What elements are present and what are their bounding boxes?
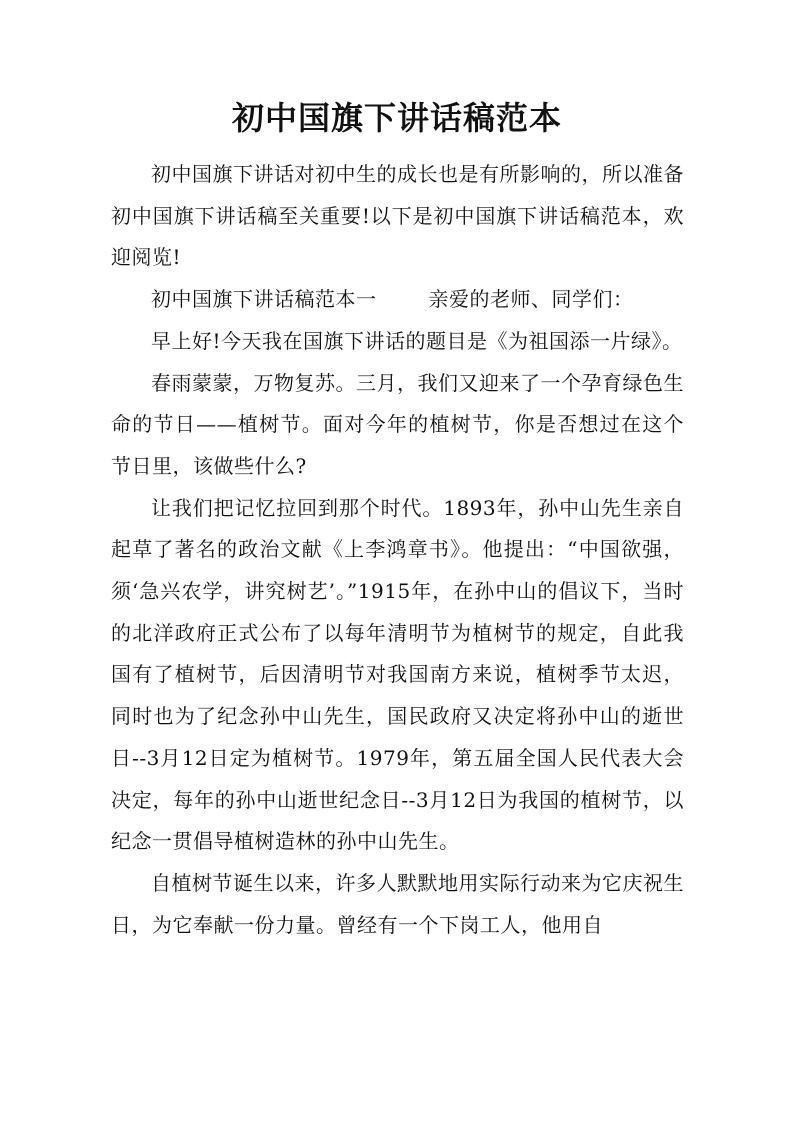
speech-title: 初中国旗下讲话稿范本一	[151, 287, 377, 312]
speech-heading-line	[111, 279, 684, 321]
greeting-paragraph: 早上好!今天我在国旗下讲话的题目是《为祖国添一片绿》。	[151, 328, 683, 353]
speech-salutation: 亲爱的老师、同学们：	[428, 287, 634, 312]
document-body	[111, 154, 684, 946]
intro-paragraph: 初中国旗下讲话对初中生的成长也是有所影响的，所以准备初中国旗下讲话稿至关重要!以下是初中国旗下讲话稿范本，欢迎阅览!	[111, 162, 684, 270]
document-title: 初中国旗下讲话稿范本	[231, 99, 562, 137]
spring-paragraph: 春雨蒙蒙，万物复苏。三月，我们又迎来了一个孕育绿色生命的节日——植树节。面对今年的植树节，你是否想过在这个节日里，该做些什么?	[111, 370, 684, 478]
dedication-paragraph: 自植树节诞生以来，许多人默默地用实际行动来为它庆祝生日，为它奉献一份力量。曾经有一个下岗工人，他用自	[111, 870, 684, 937]
history-paragraph: 让我们把记忆拉回到那个时代。1893年，孙中山先生亲自起草了著名的政治文献《上李鸿章书》。他提出：“中国欲强，须‘急兴农学，讲究树艺’。”1915年，在孙中山的倡议下，当时的北洋政府正式公布了以每年清明节为植树节的规定，自此我国有了植树节，后因清明节对我国南方来说，植树季节太迟，同时也为了纪念孙中山先生，国民政府又决定将孙中山的逝世日--3月12日定为植树节。1979年，第五届全国人民代表大会决定，每年的孙中山逝世纪念日--3月12日为我国的植树节，以纪念一贯倡导植树造林的孙中山先生。	[111, 495, 684, 854]
